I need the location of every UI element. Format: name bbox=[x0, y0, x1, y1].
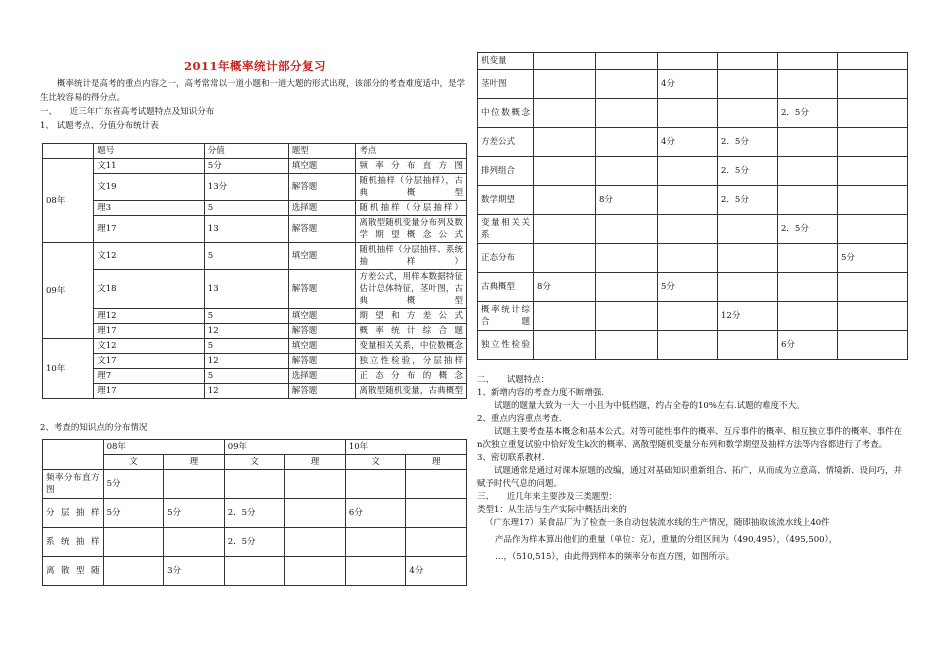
row-label-cell: 方差公式 bbox=[478, 128, 534, 157]
table-cell: 文12 bbox=[94, 243, 205, 270]
table-row bbox=[478, 186, 908, 215]
table-cell bbox=[596, 53, 658, 70]
table-cell: 离散型随机变量，古典概型 bbox=[356, 384, 467, 399]
table-cell: 13 bbox=[204, 216, 288, 243]
table-row bbox=[43, 369, 467, 384]
table-cell: 离散型随机变量分布列及数学期望概念公式 bbox=[356, 216, 467, 243]
table-cell bbox=[103, 528, 164, 557]
table-cell bbox=[406, 528, 467, 557]
table-cell: 5分 bbox=[164, 499, 225, 528]
table-cell bbox=[778, 186, 838, 215]
table-cell bbox=[596, 215, 658, 244]
table-row bbox=[43, 159, 467, 174]
table-cell: 随机抽样（分层抽样） bbox=[356, 201, 467, 216]
table-row bbox=[478, 99, 908, 128]
example-line-1: （广东理17）某食品厂为了检查一条自动包装流水线的生产情况，随即抽取该流水线上40件 bbox=[485, 518, 830, 528]
table-cell: 文12 bbox=[94, 339, 205, 354]
table-cell bbox=[596, 331, 658, 360]
table-cell bbox=[596, 157, 658, 186]
row-label-cell: 正态分布 bbox=[478, 244, 534, 273]
table-cell bbox=[658, 186, 718, 215]
table-cell bbox=[534, 70, 596, 99]
table-cell bbox=[596, 302, 658, 331]
table-cell: 12 bbox=[204, 384, 288, 399]
table-cell: 12 bbox=[204, 324, 288, 339]
table-row bbox=[478, 53, 908, 70]
table-cell: 5 bbox=[204, 201, 288, 216]
table-cell bbox=[778, 53, 838, 70]
table-cell bbox=[658, 302, 718, 331]
feature-1-text: 试题的题量大致为一大一小且为中低档题，约占全卷的10%左右.试题的难度不大。 bbox=[494, 401, 805, 411]
table-cell bbox=[224, 470, 285, 499]
table-cell: 解答题 bbox=[288, 324, 356, 339]
table-row bbox=[43, 339, 467, 354]
table-cell: 选择题 bbox=[288, 369, 356, 384]
feature-3-text: 试题通常是通过对课本原题的改编，通过对基础知识重新组合、拓广，从而成为立意高、情境新、设问巧，并赋予时代气息的问题。 bbox=[477, 466, 903, 489]
example-line-2: 产品作为样本算出他们的重量（单位：克），重量的分组区间为（490,495），（495,500）， bbox=[495, 535, 838, 545]
table-cell: 4分 bbox=[658, 128, 718, 157]
table-cell bbox=[838, 331, 908, 360]
right-column bbox=[477, 52, 907, 564]
table-cell bbox=[345, 470, 406, 499]
table-cell bbox=[778, 273, 838, 302]
table-cell bbox=[778, 128, 838, 157]
table-cell: 2．5分 bbox=[778, 215, 838, 244]
table-row bbox=[43, 174, 467, 201]
exam-stats-table bbox=[42, 143, 467, 399]
blank-cell bbox=[43, 440, 104, 470]
table-cell: 2．5分 bbox=[224, 528, 285, 557]
table-cell bbox=[534, 157, 596, 186]
table-cell: 5 bbox=[204, 339, 288, 354]
table-cell: 理17 bbox=[94, 324, 205, 339]
table-cell bbox=[838, 70, 908, 99]
table-row bbox=[43, 309, 467, 324]
table-cell: 6分 bbox=[778, 331, 838, 360]
table-cell bbox=[778, 244, 838, 273]
table-cell: 理3 bbox=[94, 201, 205, 216]
table-header-row bbox=[43, 144, 467, 159]
table-cell bbox=[658, 244, 718, 273]
table-cell bbox=[718, 53, 778, 70]
table-cell bbox=[838, 273, 908, 302]
table-row bbox=[43, 557, 467, 586]
table-cell: 变量相关关系，中位数概念 bbox=[356, 339, 467, 354]
table-cell: 8分 bbox=[596, 186, 658, 215]
year-header-row bbox=[43, 440, 467, 455]
table-cell bbox=[534, 53, 596, 70]
table-row bbox=[478, 215, 908, 244]
subject-header-cell: 理 bbox=[285, 455, 346, 470]
row-label-cell: 系统抽样 bbox=[43, 528, 104, 557]
left-column bbox=[40, 52, 470, 586]
table-row bbox=[478, 302, 908, 331]
table-row bbox=[478, 331, 908, 360]
header-cell: 考点 bbox=[356, 144, 467, 159]
table-cell bbox=[285, 499, 346, 528]
table-cell: 4分 bbox=[658, 70, 718, 99]
table-cell bbox=[778, 70, 838, 99]
table-cell: 理17 bbox=[94, 216, 205, 243]
year-header-cell: 08年 bbox=[103, 440, 224, 455]
subject-header-cell: 文 bbox=[224, 455, 285, 470]
intro-paragraph: 概率统计是高考的重点内容之一，高考常常以一道小题和一道大题的形式出现，该部分的考查难度适中，是学生比较容易的得分点。 bbox=[40, 79, 466, 103]
knowledge-distribution-table-continued bbox=[477, 52, 908, 360]
table-cell: 频率分布直方图 bbox=[356, 159, 467, 174]
table-row bbox=[478, 128, 908, 157]
table-cell bbox=[718, 70, 778, 99]
table-row bbox=[478, 244, 908, 273]
subject-header-cell: 理 bbox=[406, 455, 467, 470]
table-row bbox=[43, 216, 467, 243]
table-cell bbox=[658, 157, 718, 186]
table-cell: 理12 bbox=[94, 309, 205, 324]
table-cell bbox=[718, 331, 778, 360]
table-cell bbox=[534, 186, 596, 215]
table-cell bbox=[164, 528, 225, 557]
table-row bbox=[43, 528, 467, 557]
table-row bbox=[478, 273, 908, 302]
table-row bbox=[43, 201, 467, 216]
table-cell: 解答题 bbox=[288, 384, 356, 399]
table-cell bbox=[838, 186, 908, 215]
row-label-cell: 概率统计综合题 bbox=[478, 302, 534, 331]
table-cell bbox=[224, 557, 285, 586]
table-cell: 2．5分 bbox=[778, 99, 838, 128]
feature-1-heading: 1、新增内容的考查力度不断增强. bbox=[477, 388, 605, 398]
table-cell bbox=[406, 499, 467, 528]
table-cell: 解答题 bbox=[288, 270, 356, 309]
table-cell bbox=[658, 331, 718, 360]
table-cell: 13 bbox=[204, 270, 288, 309]
table-cell bbox=[718, 273, 778, 302]
row-label-cell: 数学期望 bbox=[478, 186, 534, 215]
table-cell: 文19 bbox=[94, 174, 205, 201]
row-label-cell: 机变量 bbox=[478, 53, 534, 70]
table-cell bbox=[103, 557, 164, 586]
year-header-cell: 10年 bbox=[345, 440, 466, 455]
table-cell: 12分 bbox=[718, 302, 778, 331]
table-cell: 2．5分 bbox=[718, 157, 778, 186]
table-cell: 5分 bbox=[103, 470, 164, 499]
table-cell: 填空题 bbox=[288, 339, 356, 354]
section-2-heading: 二、 试题特点： bbox=[477, 375, 550, 385]
table-cell bbox=[778, 157, 838, 186]
table-cell bbox=[406, 470, 467, 499]
table-cell: 3分 bbox=[164, 557, 225, 586]
table-cell bbox=[718, 244, 778, 273]
table-row bbox=[43, 270, 467, 309]
table-cell: 文17 bbox=[94, 354, 205, 369]
table-cell: 理17 bbox=[94, 384, 205, 399]
header-cell: 分值 bbox=[204, 144, 288, 159]
table-cell: 随机抽样（分层抽样），古典概型 bbox=[356, 174, 467, 201]
table-cell: 选择题 bbox=[288, 201, 356, 216]
row-label-cell: 排列组合 bbox=[478, 157, 534, 186]
table-cell bbox=[838, 128, 908, 157]
year-cell: 09年 bbox=[43, 243, 94, 339]
table-cell bbox=[596, 70, 658, 99]
table-cell: 期望和方差公式 bbox=[356, 309, 467, 324]
table-cell bbox=[838, 302, 908, 331]
table-cell: 5分 bbox=[658, 273, 718, 302]
table-cell bbox=[534, 215, 596, 244]
table-cell bbox=[345, 528, 406, 557]
table-cell: 2．5分 bbox=[718, 186, 778, 215]
table-cell: 解答题 bbox=[288, 354, 356, 369]
table-cell bbox=[285, 470, 346, 499]
header-cell: 题型 bbox=[288, 144, 356, 159]
table-cell bbox=[838, 99, 908, 128]
table-row bbox=[478, 157, 908, 186]
table-cell: 随机抽样（分层抽样、系统抽样） bbox=[356, 243, 467, 270]
row-label-cell: 古典概型 bbox=[478, 273, 534, 302]
table-cell: 解答题 bbox=[288, 216, 356, 243]
table-row bbox=[43, 324, 467, 339]
table-cell bbox=[658, 99, 718, 128]
type-1-heading: 类型1：从生活与生产实际中概括出来的 bbox=[477, 505, 627, 515]
year-header-cell: 09年 bbox=[224, 440, 345, 455]
table-cell: 4分 bbox=[406, 557, 467, 586]
table-cell bbox=[534, 244, 596, 273]
table-cell: 8分 bbox=[534, 273, 596, 302]
table-cell: 概率统计综合题 bbox=[356, 324, 467, 339]
row-label-cell: 茎叶图 bbox=[478, 70, 534, 99]
table-cell bbox=[718, 215, 778, 244]
knowledge-distribution-table bbox=[42, 439, 467, 586]
feature-2-text: 试题主要考查基本概念和基本公式。对等可能性事件的概率、互斥事件的概率、相互独立事件的概率、事件在n次独立重复试验中恰好发生k次的概率、离散型随机变量分布列和数学期望及抽样方法等内容都进行了考查。 bbox=[477, 427, 903, 450]
subject-header-cell: 文 bbox=[345, 455, 406, 470]
subsection-2-heading: 2、考查的知识点的分布情况 bbox=[40, 423, 148, 433]
table-cell: 2．5分 bbox=[718, 128, 778, 157]
table-cell: 方差公式，用样本数据特征估计总体特征，茎叶图，古典概型 bbox=[356, 270, 467, 309]
table-cell bbox=[838, 157, 908, 186]
table-row bbox=[43, 243, 467, 270]
table-cell bbox=[596, 273, 658, 302]
table-cell bbox=[345, 557, 406, 586]
table-cell: 12 bbox=[204, 354, 288, 369]
table-row bbox=[43, 499, 467, 528]
table-cell bbox=[285, 557, 346, 586]
row-label-cell: 中位数概念 bbox=[478, 99, 534, 128]
table-cell: 填空题 bbox=[288, 243, 356, 270]
table-cell bbox=[534, 331, 596, 360]
table-cell bbox=[658, 215, 718, 244]
table-cell bbox=[534, 302, 596, 331]
table-cell bbox=[534, 99, 596, 128]
row-label-cell: 分层抽样 bbox=[43, 499, 104, 528]
table-row bbox=[43, 470, 467, 499]
header-cell bbox=[43, 144, 94, 159]
table-cell: 5 bbox=[204, 309, 288, 324]
row-label-cell: 变量相关关系 bbox=[478, 215, 534, 244]
section-1-heading: 一、 近三年广东省高考试题特点及知识分布 bbox=[40, 107, 215, 117]
table-cell bbox=[718, 99, 778, 128]
row-label-cell: 频率分布直方图 bbox=[43, 470, 104, 499]
table-cell bbox=[838, 53, 908, 70]
table-cell bbox=[596, 99, 658, 128]
row-label-cell: 离散型随 bbox=[43, 557, 104, 586]
table-cell bbox=[285, 528, 346, 557]
example-line-3: …，（510,515），由此得到样本的频率分布直方图，如图所示。 bbox=[495, 552, 735, 562]
table-cell: 文18 bbox=[94, 270, 205, 309]
header-cell: 题号 bbox=[94, 144, 205, 159]
table-cell: 填空题 bbox=[288, 159, 356, 174]
year-cell: 08年 bbox=[43, 159, 94, 243]
table-row bbox=[43, 354, 467, 369]
table-cell: 5分 bbox=[204, 159, 288, 174]
page-title: 2011年概率统计部分复习 bbox=[183, 59, 326, 73]
table-cell bbox=[164, 470, 225, 499]
table-cell: 5 bbox=[204, 369, 288, 384]
row-label-cell: 独立性检验 bbox=[478, 331, 534, 360]
table-cell bbox=[658, 53, 718, 70]
table-cell bbox=[534, 128, 596, 157]
table-cell: 正态分布的概念 bbox=[356, 369, 467, 384]
table-row bbox=[43, 384, 467, 399]
table-cell bbox=[778, 302, 838, 331]
section-3-heading: 三、 近几年来主要涉及三类题型： bbox=[477, 492, 618, 502]
table-row bbox=[478, 70, 908, 99]
table-cell: 6分 bbox=[345, 499, 406, 528]
table-cell: 解答题 bbox=[288, 174, 356, 201]
year-cell: 10年 bbox=[43, 339, 94, 399]
table-cell bbox=[596, 244, 658, 273]
table-cell: 13分 bbox=[204, 174, 288, 201]
subject-header-row bbox=[43, 455, 467, 470]
table-cell: 理7 bbox=[94, 369, 205, 384]
subject-header-cell: 文 bbox=[103, 455, 164, 470]
subject-header-cell: 理 bbox=[164, 455, 225, 470]
table-cell: 独立性检验，分层抽样 bbox=[356, 354, 467, 369]
table-cell: 5分 bbox=[838, 244, 908, 273]
feature-3-heading: 3、密切联系教材. bbox=[477, 453, 545, 463]
table-cell bbox=[596, 128, 658, 157]
table-cell: 文11 bbox=[94, 159, 205, 174]
table-cell: 5分 bbox=[103, 499, 164, 528]
table-cell: 填空题 bbox=[288, 309, 356, 324]
table-cell bbox=[838, 215, 908, 244]
table-cell: 2．5分 bbox=[224, 499, 285, 528]
subsection-1-heading: 1、 试题考点、分值分布统计表 bbox=[40, 121, 159, 131]
feature-2-heading: 2、重点内容重点考查. bbox=[477, 414, 562, 424]
table-cell: 5 bbox=[204, 243, 288, 270]
features-section bbox=[477, 374, 907, 564]
